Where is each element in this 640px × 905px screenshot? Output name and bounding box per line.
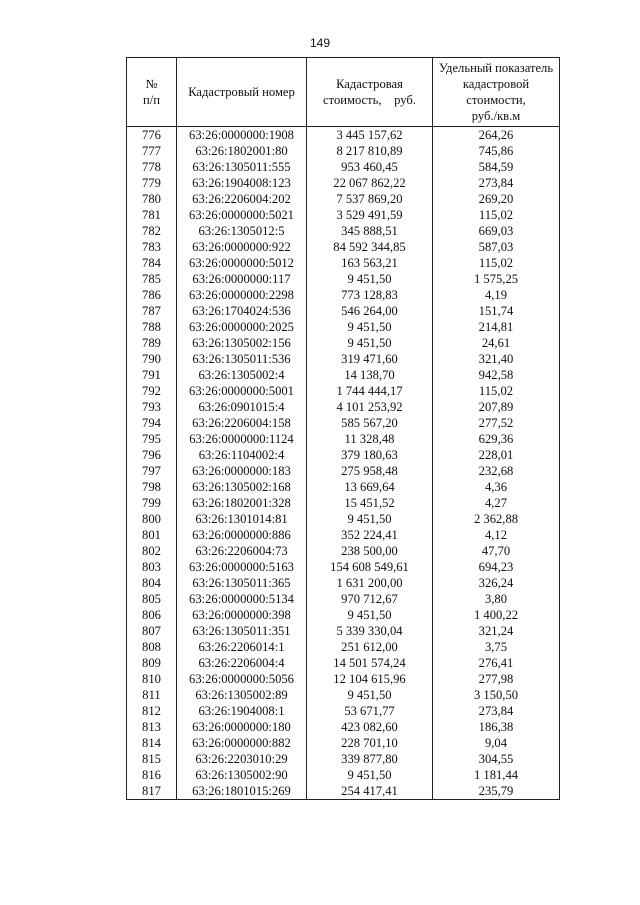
cadastral-number-cell: 63:26:1305002:4: [177, 367, 307, 383]
specific-indicator-cell: 629,36: [433, 431, 560, 447]
row-number-cell: 798: [127, 479, 177, 495]
header-specific-indicator: [433, 58, 560, 127]
cadastral-number-cell: 63:26:0000000:882: [177, 735, 307, 751]
specific-indicator-cell: 321,40: [433, 351, 560, 367]
cadastral-cost-cell: 4 101 253,92: [307, 399, 433, 415]
cadastral-cost-cell: 9 451,50: [307, 511, 433, 527]
table-row: [127, 543, 560, 559]
specific-indicator-cell: 4,36: [433, 479, 560, 495]
specific-indicator-cell: 207,89: [433, 399, 560, 415]
row-number-cell: 809: [127, 655, 177, 671]
cadastral-number-cell: 63:26:2206004:158: [177, 415, 307, 431]
cadastral-cost-cell: 251 612,00: [307, 639, 433, 655]
header-cost-line2: стоимость, руб.: [323, 93, 416, 107]
cadastral-number-cell: 63:26:1904008:1: [177, 703, 307, 719]
table-row: [127, 127, 560, 144]
cadastral-number-cell: 63:26:1305002:168: [177, 479, 307, 495]
header-cadastral-cost: [307, 58, 433, 127]
cadastral-number-cell: 63:26:1305002:156: [177, 335, 307, 351]
row-number-cell: 800: [127, 511, 177, 527]
page-number: 149: [309, 36, 331, 50]
specific-indicator-cell: 186,38: [433, 719, 560, 735]
row-number-cell: 801: [127, 527, 177, 543]
specific-indicator-cell: 151,74: [433, 303, 560, 319]
table-row: [127, 287, 560, 303]
cadastral-cost-cell: 154 608 549,61: [307, 559, 433, 575]
row-number-cell: 811: [127, 687, 177, 703]
cadastral-cost-cell: 3 445 157,62: [307, 127, 433, 144]
table-row: [127, 431, 560, 447]
row-number-cell: 806: [127, 607, 177, 623]
cadastral-number-cell: 63:26:1305002:89: [177, 687, 307, 703]
specific-indicator-cell: 276,41: [433, 655, 560, 671]
row-number-cell: 789: [127, 335, 177, 351]
cadastral-cost-cell: 13 669,64: [307, 479, 433, 495]
cadastral-cost-cell: 345 888,51: [307, 223, 433, 239]
cadastral-cost-cell: 546 264,00: [307, 303, 433, 319]
cadastral-number-cell: 63:26:1301014:81: [177, 511, 307, 527]
table-row: [127, 511, 560, 527]
table-row: [127, 175, 560, 191]
row-number-cell: 797: [127, 463, 177, 479]
specific-indicator-cell: 584,59: [433, 159, 560, 175]
cadastral-number-cell: 63:26:1305011:351: [177, 623, 307, 639]
specific-indicator-cell: 269,20: [433, 191, 560, 207]
cadastral-cost-cell: 228 701,10: [307, 735, 433, 751]
row-number-cell: 808: [127, 639, 177, 655]
cadastral-number-cell: 63:26:0000000:1908: [177, 127, 307, 144]
specific-indicator-cell: 745,86: [433, 143, 560, 159]
cadastral-cost-cell: 163 563,21: [307, 255, 433, 271]
specific-indicator-cell: 321,24: [433, 623, 560, 639]
row-number-cell: 805: [127, 591, 177, 607]
specific-indicator-cell: 326,24: [433, 575, 560, 591]
table-row: [127, 607, 560, 623]
specific-indicator-cell: 228,01: [433, 447, 560, 463]
table-row: [127, 655, 560, 671]
specific-indicator-cell: 694,23: [433, 559, 560, 575]
row-number-cell: 807: [127, 623, 177, 639]
row-number-cell: 785: [127, 271, 177, 287]
row-number-cell: 803: [127, 559, 177, 575]
table-row: [127, 463, 560, 479]
row-number-cell: 814: [127, 735, 177, 751]
row-number-cell: 812: [127, 703, 177, 719]
cadastral-number-cell: 63:26:0000000:886: [177, 527, 307, 543]
specific-indicator-cell: 277,98: [433, 671, 560, 687]
cadastral-number-cell: 63:26:1704024:536: [177, 303, 307, 319]
cadastral-cost-cell: 9 451,50: [307, 687, 433, 703]
cadastral-cost-cell: 319 471,60: [307, 351, 433, 367]
table-row: [127, 239, 560, 255]
cadastral-number-cell: 63:26:1305011:365: [177, 575, 307, 591]
cadastral-cost-cell: 379 180,63: [307, 447, 433, 463]
table-row: [127, 527, 560, 543]
table-row: [127, 671, 560, 687]
table-row: [127, 303, 560, 319]
header-cadastral-number: [177, 58, 307, 127]
specific-indicator-cell: 273,84: [433, 175, 560, 191]
header-indicator-line2: кадастровой: [462, 77, 530, 91]
row-number-cell: 791: [127, 367, 177, 383]
row-number-cell: 813: [127, 719, 177, 735]
row-number-cell: 815: [127, 751, 177, 767]
row-number-cell: 781: [127, 207, 177, 223]
cadastral-cost-cell: 352 224,41: [307, 527, 433, 543]
cadastral-number-cell: 63:26:1305002:90: [177, 767, 307, 783]
table-row: [127, 367, 560, 383]
specific-indicator-cell: 47,70: [433, 543, 560, 559]
cadastral-number-cell: 63:26:0000000:183: [177, 463, 307, 479]
cadastral-cost-cell: 7 537 869,20: [307, 191, 433, 207]
row-number-cell: 794: [127, 415, 177, 431]
cadastral-cost-cell: 585 567,20: [307, 415, 433, 431]
row-number-cell: 795: [127, 431, 177, 447]
cadastral-cost-cell: 3 529 491,59: [307, 207, 433, 223]
row-number-cell: 802: [127, 543, 177, 559]
cadastral-number-cell: 63:26:1904008:123: [177, 175, 307, 191]
table-row: [127, 735, 560, 751]
cadastral-number-cell: 63:26:1802001:80: [177, 143, 307, 159]
specific-indicator-cell: 1 575,25: [433, 271, 560, 287]
row-number-cell: 793: [127, 399, 177, 415]
cadastral-cost-cell: 275 958,48: [307, 463, 433, 479]
row-number-cell: 799: [127, 495, 177, 511]
table-row: [127, 319, 560, 335]
cadastral-number-cell: 63:26:2203010:29: [177, 751, 307, 767]
cadastral-cost-cell: 8 217 810,89: [307, 143, 433, 159]
cadastral-number-cell: 63:26:2206004:73: [177, 543, 307, 559]
specific-indicator-cell: 3,80: [433, 591, 560, 607]
specific-indicator-cell: 304,55: [433, 751, 560, 767]
cadastral-cost-cell: 84 592 344,85: [307, 239, 433, 255]
cadastral-cost-cell: 1 744 444,17: [307, 383, 433, 399]
cadastral-number-cell: 63:26:1305012:5: [177, 223, 307, 239]
specific-indicator-cell: 4,27: [433, 495, 560, 511]
cadastral-cost-cell: 953 460,45: [307, 159, 433, 175]
cadastral-cost-cell: 773 128,83: [307, 287, 433, 303]
table-row: [127, 559, 560, 575]
specific-indicator-cell: 9,04: [433, 735, 560, 751]
cadastral-number-cell: 63:26:0000000:922: [177, 239, 307, 255]
specific-indicator-cell: 942,58: [433, 367, 560, 383]
cadastral-number-cell: 63:26:0000000:5021: [177, 207, 307, 223]
row-number-cell: 783: [127, 239, 177, 255]
cadastral-number-cell: 63:26:0000000:398: [177, 607, 307, 623]
table-row: [127, 623, 560, 639]
table-row: [127, 143, 560, 159]
specific-indicator-cell: 115,02: [433, 207, 560, 223]
cadastral-cost-table: [126, 57, 560, 800]
cadastral-number-cell: 63:26:1305011:536: [177, 351, 307, 367]
cadastral-cost-cell: 14 138,70: [307, 367, 433, 383]
cadastral-number-cell: 63:26:0000000:5056: [177, 671, 307, 687]
specific-indicator-cell: 4,12: [433, 527, 560, 543]
cadastral-number-cell: 63:26:0000000:5134: [177, 591, 307, 607]
table-body: [127, 127, 560, 800]
specific-indicator-cell: 587,03: [433, 239, 560, 255]
table-row: [127, 639, 560, 655]
cadastral-cost-cell: 11 328,48: [307, 431, 433, 447]
specific-indicator-cell: 232,68: [433, 463, 560, 479]
header-indicator-line3: стоимости,: [466, 93, 526, 107]
specific-indicator-cell: 264,26: [433, 127, 560, 144]
cadastral-number-cell: 63:26:0901015:4: [177, 399, 307, 415]
specific-indicator-cell: 669,03: [433, 223, 560, 239]
cadastral-number-cell: 63:26:2206004:4: [177, 655, 307, 671]
header-number-sign: №: [145, 77, 158, 91]
table-row: [127, 783, 560, 800]
table-row: [127, 399, 560, 415]
cadastral-number-cell: 63:26:0000000:2025: [177, 319, 307, 335]
cadastral-cost-cell: 9 451,50: [307, 767, 433, 783]
table-row: [127, 719, 560, 735]
table-header-row: [127, 58, 560, 127]
cadastral-number-cell: 63:26:2206004:202: [177, 191, 307, 207]
row-number-cell: 779: [127, 175, 177, 191]
header-indicator-line4: руб./кв.м: [471, 109, 521, 123]
specific-indicator-cell: 3,75: [433, 639, 560, 655]
row-number-cell: 804: [127, 575, 177, 591]
cadastral-cost-cell: 423 082,60: [307, 719, 433, 735]
table-row: [127, 223, 560, 239]
table-row: [127, 687, 560, 703]
cadastral-cost-cell: 9 451,50: [307, 607, 433, 623]
specific-indicator-cell: 115,02: [433, 255, 560, 271]
cadastral-number-cell: 63:26:1802001:328: [177, 495, 307, 511]
specific-indicator-cell: 273,84: [433, 703, 560, 719]
row-number-cell: 788: [127, 319, 177, 335]
table-row: [127, 591, 560, 607]
row-number-cell: 780: [127, 191, 177, 207]
cadastral-cost-cell: 5 339 330,04: [307, 623, 433, 639]
cadastral-cost-cell: 15 451,52: [307, 495, 433, 511]
table-row: [127, 191, 560, 207]
cadastral-number-cell: 63:26:0000000:5001: [177, 383, 307, 399]
cadastral-number-cell: 63:26:0000000:5163: [177, 559, 307, 575]
specific-indicator-cell: 24,61: [433, 335, 560, 351]
table-row: [127, 207, 560, 223]
cadastral-number-cell: 63:26:1305011:555: [177, 159, 307, 175]
table-row: [127, 271, 560, 287]
table-row: [127, 415, 560, 431]
specific-indicator-cell: 214,81: [433, 319, 560, 335]
table-row: [127, 575, 560, 591]
row-number-cell: 790: [127, 351, 177, 367]
table-row: [127, 767, 560, 783]
row-number-cell: 777: [127, 143, 177, 159]
cadastral-cost-cell: 12 104 615,96: [307, 671, 433, 687]
specific-indicator-cell: 1 400,22: [433, 607, 560, 623]
row-number-cell: 778: [127, 159, 177, 175]
row-number-cell: 776: [127, 127, 177, 144]
cadastral-cost-cell: 238 500,00: [307, 543, 433, 559]
specific-indicator-cell: 115,02: [433, 383, 560, 399]
cadastral-number-cell: 63:26:0000000:2298: [177, 287, 307, 303]
row-number-cell: 817: [127, 783, 177, 800]
cadastral-number-cell: 63:26:0000000:117: [177, 271, 307, 287]
table-row: [127, 447, 560, 463]
table-row: [127, 255, 560, 271]
specific-indicator-cell: 1 181,44: [433, 767, 560, 783]
specific-indicator-cell: 235,79: [433, 783, 560, 800]
table-row: [127, 751, 560, 767]
cadastral-cost-cell: 53 671,77: [307, 703, 433, 719]
cadastral-cost-cell: 254 417,41: [307, 783, 433, 800]
cadastral-number-cell: 63:26:0000000:5012: [177, 255, 307, 271]
header-cost-line1: Кадастровая: [336, 77, 403, 91]
row-number-cell: 796: [127, 447, 177, 463]
cadastral-cost-cell: 339 877,80: [307, 751, 433, 767]
table-row: [127, 703, 560, 719]
cadastral-cost-cell: 9 451,50: [307, 319, 433, 335]
specific-indicator-cell: 4,19: [433, 287, 560, 303]
row-number-cell: 782: [127, 223, 177, 239]
cadastral-cost-cell: 970 712,67: [307, 591, 433, 607]
header-cadastral-number-label: Кадастровый номер: [188, 85, 295, 99]
header-number-abbrev: п/п: [143, 93, 160, 107]
cadastral-cost-cell: 9 451,50: [307, 271, 433, 287]
table-row: [127, 159, 560, 175]
cadastral-number-cell: 63:26:0000000:180: [177, 719, 307, 735]
row-number-cell: 787: [127, 303, 177, 319]
header-row-number: [127, 58, 177, 127]
header-indicator-line1: Удельный показатель: [438, 61, 554, 75]
specific-indicator-cell: 2 362,88: [433, 511, 560, 527]
cadastral-cost-cell: 14 501 574,24: [307, 655, 433, 671]
table-row: [127, 383, 560, 399]
row-number-cell: 784: [127, 255, 177, 271]
table-row: [127, 335, 560, 351]
cadastral-cost-cell: 9 451,50: [307, 335, 433, 351]
cadastral-number-cell: 63:26:0000000:1124: [177, 431, 307, 447]
table-row: [127, 351, 560, 367]
specific-indicator-cell: 277,52: [433, 415, 560, 431]
cadastral-number-cell: 63:26:1801015:269: [177, 783, 307, 800]
cadastral-cost-cell: 22 067 862,22: [307, 175, 433, 191]
specific-indicator-cell: 3 150,50: [433, 687, 560, 703]
table-row: [127, 479, 560, 495]
row-number-cell: 786: [127, 287, 177, 303]
row-number-cell: 816: [127, 767, 177, 783]
row-number-cell: 792: [127, 383, 177, 399]
cadastral-number-cell: 63:26:2206014:1: [177, 639, 307, 655]
cadastral-number-cell: 63:26:1104002:4: [177, 447, 307, 463]
row-number-cell: 810: [127, 671, 177, 687]
table-row: [127, 495, 560, 511]
cadastral-cost-cell: 1 631 200,00: [307, 575, 433, 591]
